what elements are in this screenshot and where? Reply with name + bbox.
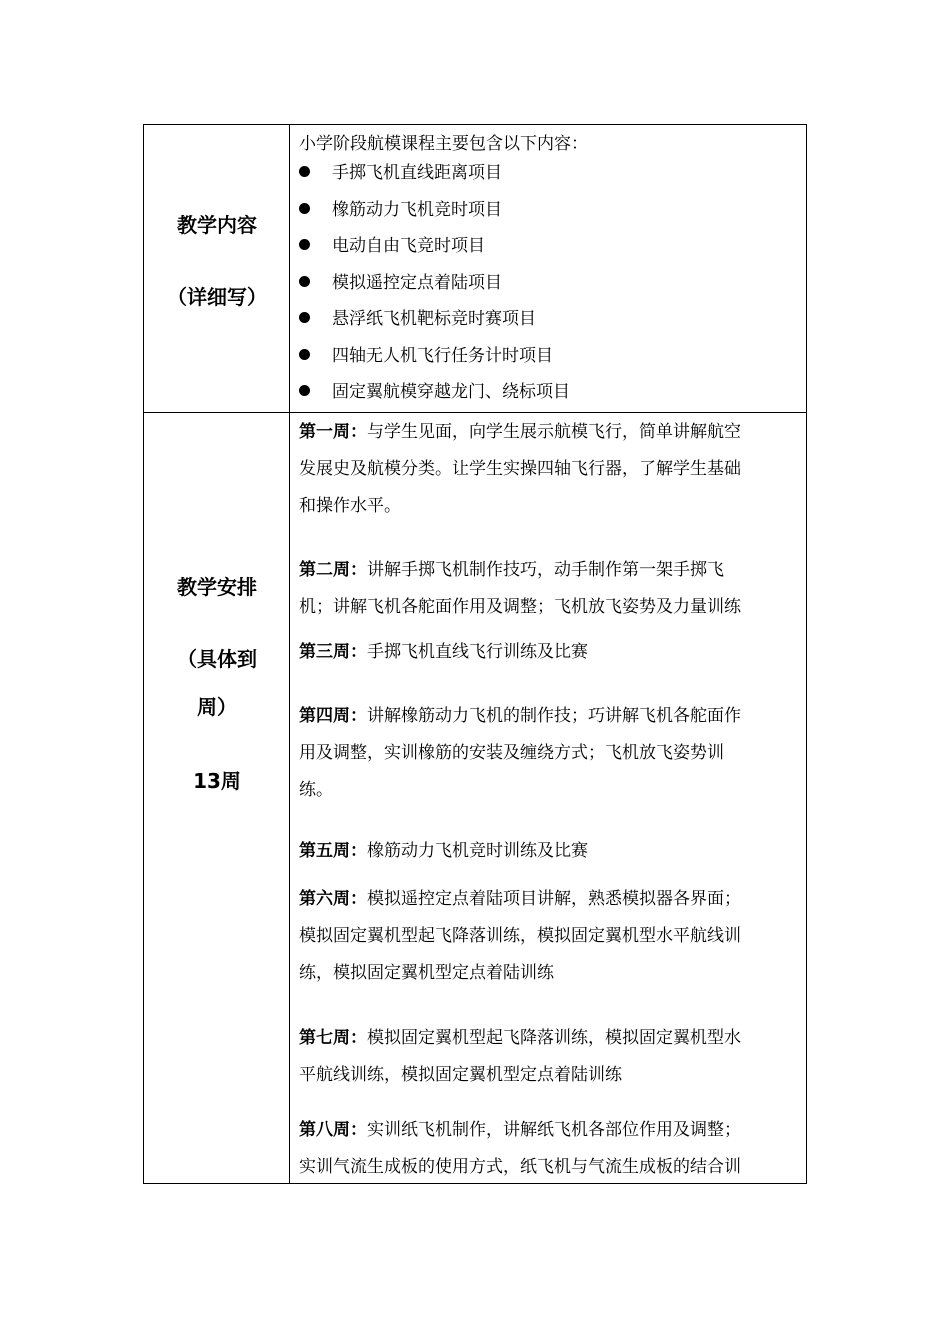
week-text: 练，模拟固定翼机型定点着陆训练 (299, 963, 554, 983)
week-text: 模拟固定翼机型起飞降落训练，模拟固定翼机型水 (367, 1028, 741, 1048)
content-list-item (299, 272, 502, 294)
content-list-item-text: 电动自由飞竞时项目 (332, 236, 485, 256)
bullet-icon (299, 385, 310, 396)
teaching-content-label-cell (144, 125, 290, 412)
week-line (299, 735, 799, 772)
week-line (299, 833, 799, 870)
week-text: 与学生见面，向学生展示航模飞行，简单讲解航空 (367, 422, 741, 442)
teaching-content-cell (290, 125, 806, 412)
week-text: 实训气流生成板的使用方式，纸飞机与气流生成板的结合训 (299, 1157, 741, 1177)
week-line (299, 1149, 799, 1183)
teaching-content-row (144, 125, 806, 413)
content-intro: 小学阶段航模课程主要包含以下内容： (299, 134, 588, 154)
bullet-icon (299, 349, 310, 360)
week-paragraph (299, 414, 799, 525)
week-line (299, 881, 799, 918)
content-list-item-text: 橡筋动力飞机竞时项目 (332, 200, 502, 220)
week-line (299, 772, 799, 809)
week-text: 模拟遥控定点着陆项目讲解，熟悉模拟器各界面； (367, 889, 741, 909)
teaching-content-label: 教学内容 (177, 213, 257, 237)
teaching-schedule-weeks: 13周 (193, 769, 241, 793)
week-heading: 第八周： (299, 1120, 367, 1140)
week-paragraph (299, 634, 799, 671)
teaching-schedule-label: 教学安排 (177, 575, 257, 599)
week-line (299, 1057, 799, 1094)
week-paragraph (299, 698, 799, 809)
content-list-item-text: 模拟遥控定点着陆项目 (332, 273, 502, 293)
teaching-schedule-cell (290, 413, 806, 1183)
week-paragraph (299, 833, 799, 870)
week-text: 机；讲解飞机各舵面作用及调整；飞机放飞姿势及力量训练 (299, 597, 741, 617)
content-list-item (299, 235, 485, 257)
week-line (299, 698, 799, 735)
week-heading: 第三周： (299, 642, 367, 662)
week-heading: 第四周： (299, 706, 367, 726)
content-list-item (299, 345, 553, 367)
content-list-item-text: 悬浮纸飞机靶标竞时赛项目 (332, 309, 536, 329)
content-list-item (299, 381, 570, 403)
week-text: 发展史及航模分类。让学生实操四轴飞行器，了解学生基础 (299, 459, 741, 479)
bullet-icon (299, 203, 310, 214)
week-line (299, 552, 799, 589)
week-line (299, 634, 799, 671)
week-text: 橡筋动力飞机竞时训练及比赛 (367, 841, 588, 861)
week-line (299, 955, 799, 992)
week-heading: 第一周： (299, 422, 367, 442)
content-list-item-text: 四轴无人机飞行任务计时项目 (332, 346, 553, 366)
bullet-icon (299, 312, 310, 323)
week-line (299, 414, 799, 451)
teaching-schedule-sublabel-1: （具体到 (177, 647, 257, 671)
week-text: 和操作水平。 (299, 496, 401, 516)
week-text: 讲解橡筋动力飞机的制作技；巧讲解飞机各舵面作 (367, 706, 741, 726)
week-text: 讲解手掷飞机制作技巧，动手制作第一架手掷飞 (367, 560, 724, 580)
week-heading: 第七周： (299, 1028, 367, 1048)
week-heading: 第六周： (299, 889, 367, 909)
content-list-item (299, 308, 536, 330)
week-line (299, 488, 799, 525)
week-heading: 第五周： (299, 841, 367, 861)
week-paragraph (299, 1020, 799, 1094)
week-heading: 第二周： (299, 560, 367, 580)
week-line (299, 1112, 799, 1149)
curriculum-table (143, 124, 807, 1184)
teaching-schedule-sublabel-2: 周） (197, 695, 237, 719)
bullet-icon (299, 276, 310, 287)
week-paragraph (299, 881, 799, 992)
bullet-icon (299, 166, 310, 177)
week-paragraph (299, 552, 799, 626)
week-text: 实训纸飞机制作，讲解纸飞机各部位作用及调整； (367, 1120, 741, 1140)
week-text: 模拟固定翼机型起飞降落训练，模拟固定翼机型水平航线训 (299, 926, 741, 946)
week-paragraph (299, 1112, 799, 1183)
week-text: 平航线训练，模拟固定翼机型定点着陆训练 (299, 1065, 622, 1085)
content-list-item (299, 162, 502, 184)
teaching-schedule-label-cell (144, 413, 290, 1183)
week-text: 用及调整，实训橡筋的安装及缠绕方式；飞机放飞姿势训 (299, 743, 724, 763)
week-text: 手掷飞机直线飞行训练及比赛 (367, 642, 588, 662)
week-line (299, 918, 799, 955)
week-line (299, 451, 799, 488)
content-list-item-text: 固定翼航模穿越龙门、绕标项目 (332, 382, 570, 402)
teaching-schedule-row (144, 413, 806, 1183)
bullet-icon (299, 239, 310, 250)
content-list-item (299, 199, 502, 221)
week-text: 练。 (299, 780, 333, 800)
week-line (299, 1020, 799, 1057)
content-list-item-text: 手掷飞机直线距离项目 (332, 163, 502, 183)
week-line (299, 589, 799, 626)
teaching-content-sublabel: （详细写） (167, 285, 267, 309)
